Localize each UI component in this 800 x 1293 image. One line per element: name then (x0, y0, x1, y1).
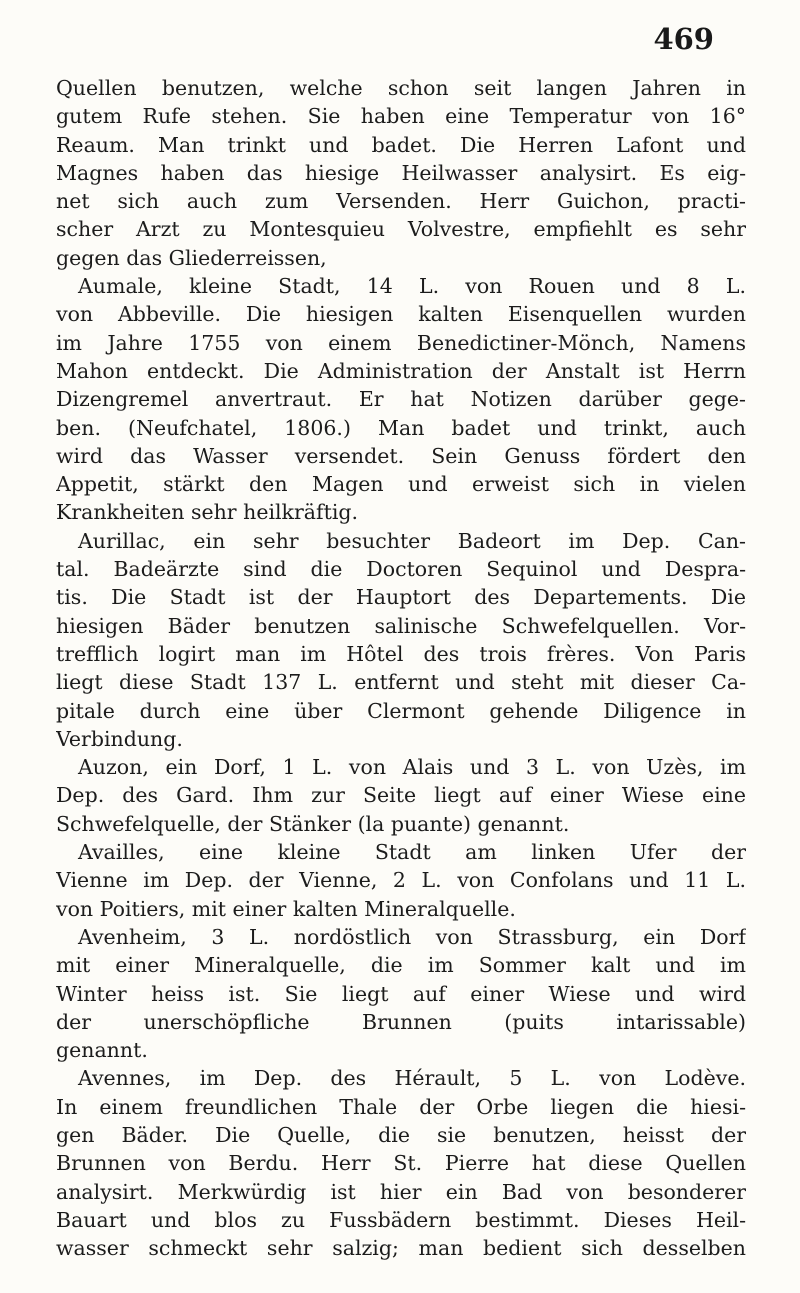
text-line: von Abbeville. Die hiesigen kalten Eisenquellen wurden (56, 302, 746, 327)
text-line: von Poitiers, mit einer kalten Mineralquelle. (56, 896, 516, 921)
text-line: Schwefelquelle, der Stänker (la puante) genannt. (56, 811, 570, 836)
text-line: Dep. des Gard. Ihm zur Seite liegt auf einer Wiese eine (56, 783, 746, 808)
text-line: Brunnen von Berdu. Herr St. Pierre hat diese Quellen (56, 1151, 746, 1176)
text-line: trefflich logirt man im Hôtel des trois frères. Von Paris (56, 641, 746, 666)
text-line: gutem Rufe stehen. Sie haben eine Temperatur von 16° (56, 104, 746, 129)
text-line: Winter heiss ist. Sie liegt auf einer Wiese und wird (56, 981, 746, 1006)
text-line: In einem freundlichen Thale der Orbe liegen die hiesi- (56, 1094, 746, 1119)
text-line: mit einer Mineralquelle, die im Sommer kalt und im (56, 953, 746, 978)
body-text (56, 74, 746, 1262)
text-line: Quellen benutzen, welche schon seit langen Jahren in (56, 76, 746, 100)
text-line: Aumale, kleine Stadt, 14 L. von Rouen und 8 L. (78, 274, 746, 299)
text-line: Avenheim, 3 L. nordöstlich von Strassburg, ein Dorf (78, 924, 746, 949)
text-line: Reaum. Man trinkt und badet. Die Herren Lafont und (56, 132, 746, 157)
page-number: 469 (653, 22, 714, 56)
text-line: ben. (Neufchatel, 1806.) Man badet und trinkt, auch (56, 415, 746, 440)
text-line: tis. Die Stadt ist der Hauptort des Departements. Die (56, 585, 746, 610)
text-line: Mahon entdeckt. Die Administration der Anstalt ist Herrn (56, 358, 746, 383)
text-line: Aurillac, ein sehr besuchter Badeort im Dep. Can- (78, 528, 746, 553)
text-line: Auzon, ein Dorf, 1 L. von Alais und 3 L. von Uzès, im (78, 755, 746, 780)
text-line: Availles, eine kleine Stadt am linken Ufer der (78, 840, 746, 865)
text-line: Vienne im Dep. der Vienne, 2 L. von Confolans und 11 L. (56, 868, 746, 893)
text-line: Appetit, stärkt den Magen und erweist sich in vielen (56, 472, 746, 497)
text-line: Bauart und blos zu Fussbädern bestimmt. Dieses Heil- (56, 1207, 746, 1232)
text-line: liegt diese Stadt 137 L. entfernt und steht mit dieser Ca- (56, 670, 746, 695)
text-line: Magnes haben das hiesige Heilwasser analysirt. Es eig- (56, 160, 746, 185)
text-line: der unerschöpfliche Brunnen (puits intarissable) (56, 1009, 746, 1034)
text-line: wird das Wasser versendet. Sein Genuss fördert den (56, 443, 746, 468)
text-line: hiesigen Bäder benutzen salinische Schwefelquellen. Vor- (56, 613, 746, 638)
text-line: net sich auch zum Versenden. Herr Guichon, practi- (56, 189, 746, 214)
text-line: wasser schmeckt sehr salzig; man bedient sich desselben (56, 1236, 746, 1261)
text-line: Krankheiten sehr heilkräftig. (56, 500, 359, 525)
text-line: Avennes, im Dep. des Hérault, 5 L. von Lodève. (78, 1066, 746, 1091)
text-line: scher Arzt zu Montesquieu Volvestre, empfiehlt es sehr (56, 217, 746, 242)
text-line: gen Bäder. Die Quelle, die sie benutzen, heisst der (56, 1122, 746, 1147)
text-line: im Jahre 1755 von einem Benedictiner-Mönch, Namens (56, 330, 746, 355)
text-line: Dizengremel anvertraut. Er hat Notizen darüber gege- (56, 387, 746, 412)
text-line: pitale durch eine über Clermont gehende Diligence in (56, 698, 746, 723)
text-line: Verbindung. (56, 726, 183, 751)
text-line: tal. Badeärzte sind die Doctoren Sequinol und Despra- (56, 557, 746, 582)
text-line: analysirt. Merkwürdig ist hier ein Bad von besonderer (56, 1179, 746, 1204)
text-line: genannt. (56, 1038, 148, 1063)
text-line: gegen das Gliederreissen, (56, 245, 327, 270)
